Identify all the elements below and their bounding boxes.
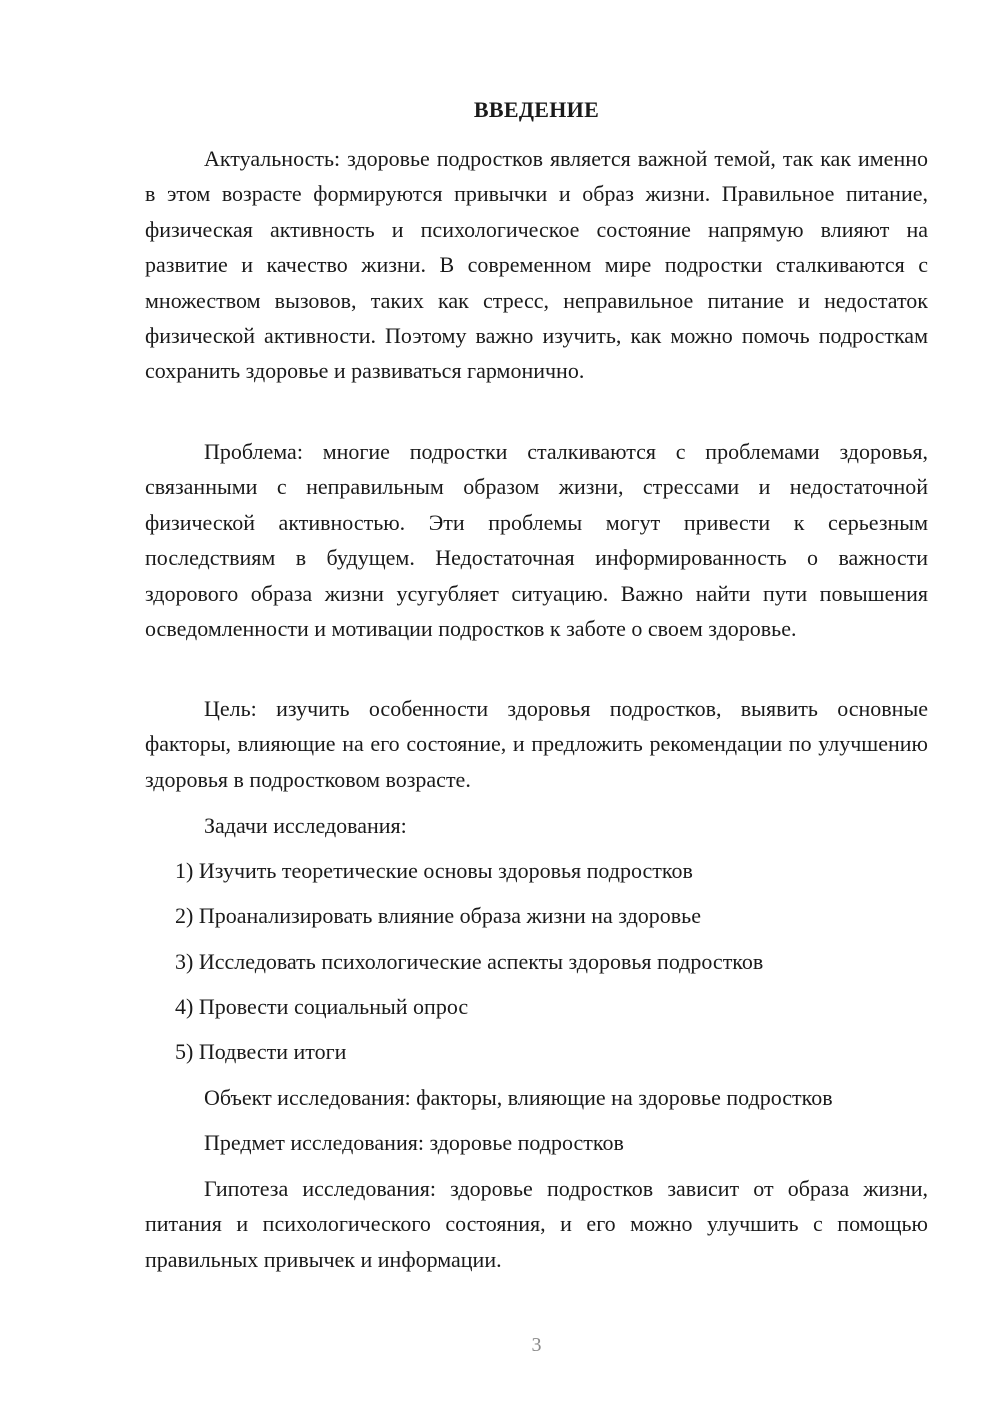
- document-title: ВВЕДЕНИЕ: [473, 97, 600, 122]
- paragraph-goal: Цель: изучить особенности здоровья подростков, выявить основные факторы, влияющие на его состояние, и предложить рекомендации по улучшению здоровья в подростковом возрасте.: [145, 696, 928, 792]
- task-item-2: 2) Проанализировать влияние образа жизни на здоровье: [175, 903, 701, 928]
- research-object: Объект исследования: факторы, влияющие на здоровье подростков: [204, 1085, 833, 1110]
- task-item-1: 1) Изучить теоретические основы здоровья подростков: [175, 858, 693, 883]
- paragraph-hypothesis: Гипотеза исследования: здоровье подростков зависит от образа жизни, питания и психологического состояния, и его можно улучшить с помощью правильных привычек и информации.: [145, 1176, 928, 1272]
- paragraph-relevance: Актуальность: здоровье подростков является важной темой, так как именно в этом возрасте формируются привычки и образ жизни. Правильное питание, физическая активность и психологическое состояние напрямую влияют на развитие и качество жизни. В современном мире подростки сталкиваются с множеством вызовов, таких как стресс, неправильное питание и недостаток физической активности. Поэтому важно изучить, как можно помочь подросткам сохранить здоровье и развиваться гармонично.: [145, 146, 928, 384]
- tasks-heading: Задачи исследования:: [204, 813, 407, 838]
- task-item-3: 3) Исследовать психологические аспекты здоровья подростков: [175, 949, 764, 974]
- paragraph-problem: Проблема: многие подростки сталкиваются с проблемами здоровья, связанными с неправильным образом жизни, стрессами и недостаточной физической активностью. Эти проблемы могут привести к серьезным последствиям в будущем. Недостаточная информированность о важности здорового образа жизни усугубляет ситуацию. Важно найти пути повышения осведомленности и мотивации подростков к заботе о своем здоровье.: [145, 439, 928, 642]
- research-subject: Предмет исследования: здоровье подростков: [204, 1130, 624, 1155]
- task-item-5: 5) Подвести итоги: [175, 1039, 347, 1064]
- task-item-4: 4) Провести социальный опрос: [175, 994, 469, 1019]
- page-number: 3: [531, 1334, 542, 1356]
